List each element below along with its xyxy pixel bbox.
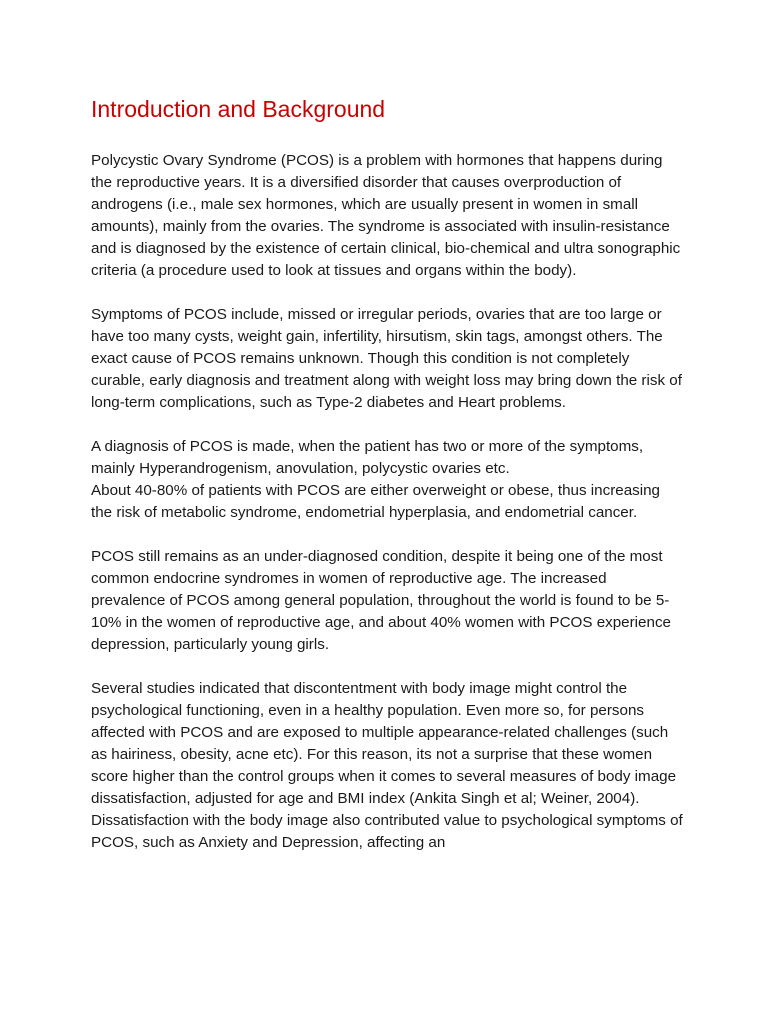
document-page <box>91 94 683 854</box>
paragraph-pcos-definition: Polycystic Ovary Syndrome (PCOS) is a problem with hormones that happens during the reproductive years. It is a diversified disorder that causes overproduction of androgens (i.e., male sex hormones, which are usually present in women in small amounts), mainly from the ovaries. The syndrome is associated with insulin-resistance and is diagnosed by the existence of certain clinical, bio-chemical and ultra sonographic criteria (a procedure used to look at tissues and organs within the body). <box>91 152 681 279</box>
section-heading: Introduction and Background <box>91 96 386 122</box>
paragraph-diagnosis: A diagnosis of PCOS is made, when the patient has two or more of the symptoms, mainly Hyperandrogenism, anovulation, polycystic ovaries etc. <box>91 438 644 477</box>
paragraph-prevalence: PCOS still remains as an under-diagnosed condition, despite it being one of the most common endocrine syndromes in women of reproductive age. The increased prevalence of PCOS among general population, throughout the world is found to be 5-10% in the women of reproductive age, and about 40% women with PCOS experience depression, particularly young girls. <box>91 548 671 653</box>
paragraph-obesity: About 40-80% of patients with PCOS are either overweight or obese, thus increasing the risk of metabolic syndrome, endometrial hyperplasia, and endometrial cancer. <box>91 482 661 521</box>
paragraph-body-image: Several studies indicated that discontentment with body image might control the psychological functioning, even in a healthy population. Even more so, for persons affected with PCOS and are exposed to multiple appearance-related challenges (such as hairiness, obesity, acne etc). For this reason, its not a surprise that these women score higher than the control groups when it comes to several measures of body image dissatisfaction, adjusted for age and BMI index (Ankita Singh et al; Weiner, 2004). Dissatisfaction with the body image also contributed value to psychological symptoms of PCOS, such as Anxiety and Depression, affecting an <box>91 680 683 851</box>
paragraph-symptoms: Symptoms of PCOS include, missed or irregular periods, ovaries that are too large or have too many cysts, weight gain, infertility, hirsutism, skin tags, amongst others. The exact cause of PCOS remains unknown. Though this condition is not completely curable, early diagnosis and treatment along with weight loss may bring down the risk of long-term complications, such as Type-2 diabetes and Heart problems. <box>91 306 682 411</box>
